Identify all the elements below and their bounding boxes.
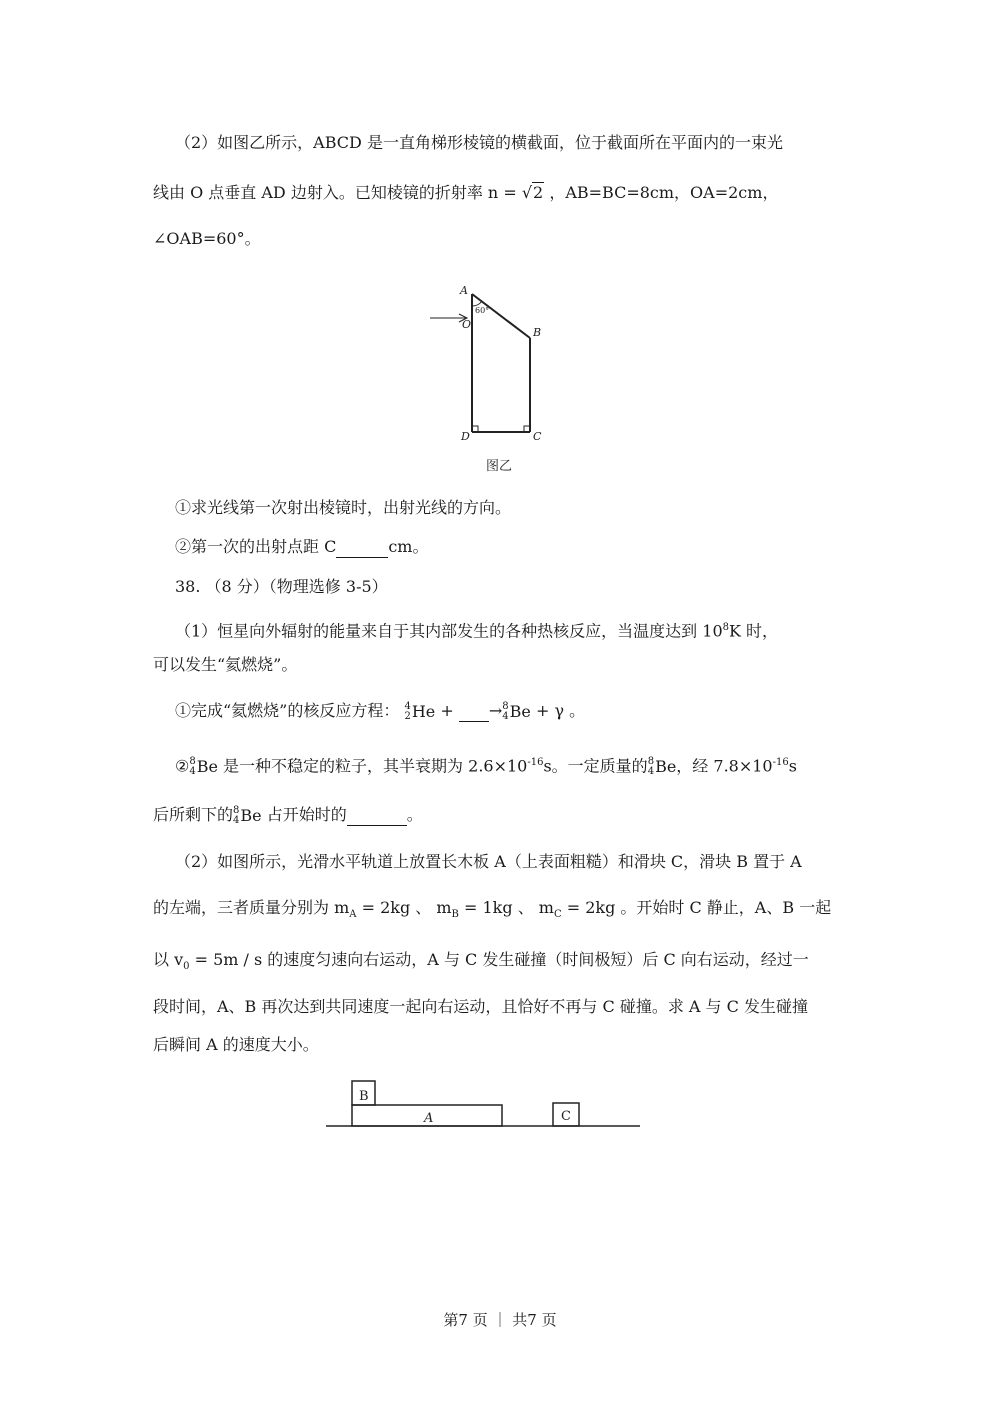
q37-part2-line1: （2）如图乙所示，ABCD 是一直角梯形棱镜的横截面，位于截面所在平面内的一束光 (175, 133, 783, 152)
q38-part2-line3: 以 $v_0 = 5m / s$ 的速度匀速向右运动，A 与 C 发生碰撞（时间极短）后 C 向右运动，经过一 (153, 950, 809, 973)
equation-blank (459, 701, 489, 722)
label-block-c: C (561, 1109, 571, 1124)
label-a: A (460, 284, 468, 297)
answer-blank (336, 537, 388, 558)
q38-sub2-line1: ② 8 4 Be 是一种不稳定的粒子，其半衰期为 $2.6\times 10^{-16}s$。一定质量的 8 4 Be ，经 $7.8\times 10^{-16}s$ (175, 755, 797, 777)
q38-part2-line1: （2）如图所示，光滑水平轨道上放置长木板 A（上表面粗糙）和滑块 C，滑块 B 置于 A (175, 852, 802, 871)
sqrt-symbol: √2 (521, 183, 544, 202)
q37-sub2: ②第一次的出射点距 C cm。 (175, 537, 429, 556)
q38-equation-line: ①完成“氦燃烧”的核反应方程： 4 2 He + → 8 4 Be + γ 。 (175, 700, 586, 722)
label-b: B (533, 326, 542, 339)
helium-nuclide: 4 2 He (404, 700, 436, 722)
beryllium-nuclide: 8 4 Be (233, 804, 262, 826)
q38-header: 38. （8 分）（物理选修 3-5） (175, 577, 388, 596)
beryllium-nuclide: 8 4 Be (502, 700, 531, 722)
label-angle: 60° (475, 306, 490, 315)
label-c: C (533, 430, 542, 443)
q38-part2-line5: 后瞬间 A 的速度大小。 (153, 1035, 319, 1054)
q38-part2-line4: 段时间，A、B 再次达到共同速度一起向右运动，且恰好不再与 C 碰撞。求 A 与 C 发生碰撞 (153, 997, 808, 1016)
figure-caption: 图乙 (486, 459, 513, 474)
q37-part2-line3: ∠OAB=60°。 (153, 229, 261, 248)
answer-blank (347, 805, 407, 826)
q38-sub2-line2: 后所剩下的 8 4 Be 占开始时的 。 (153, 804, 423, 826)
beryllium-nuclide: 8 4 Be (189, 755, 218, 777)
q37-sub1: ①求光线第一次射出棱镜时，出射光线的方向。 (175, 498, 512, 517)
beryllium-nuclide: 8 4 Be (647, 755, 677, 777)
label-block-a: A (424, 1111, 434, 1126)
q37-part2-line2: 线由 O 点垂直 AD 边射入。已知棱镜的折射率 n = √2 ，AB=BC=8cm，OA=2cm， (153, 183, 779, 202)
q38-part2-line2: 的左端，三者质量分别为 $m_A = 2kg$ 、 $m_B = 1kg$ 、 $m_C = 2kg$ 。开始时 C 静止，A、B 一起 (153, 898, 832, 921)
prism-figure (420, 280, 580, 480)
q38-part1-line2: 可以发生“氦燃烧”。 (153, 655, 298, 674)
q38-part1-line1: （1）恒星向外辐射的能量来自于其内部发生的各种热核反应，当温度达到 $10^8K$ 时， (175, 621, 779, 641)
label-o: O (462, 318, 472, 331)
blocks-figure (320, 1074, 650, 1134)
edge-ab (472, 294, 530, 338)
label-d: D (461, 430, 470, 443)
page-footer: 第7 页 ｜ 共7 页 (443, 1311, 557, 1329)
label-block-b: B (359, 1089, 369, 1104)
